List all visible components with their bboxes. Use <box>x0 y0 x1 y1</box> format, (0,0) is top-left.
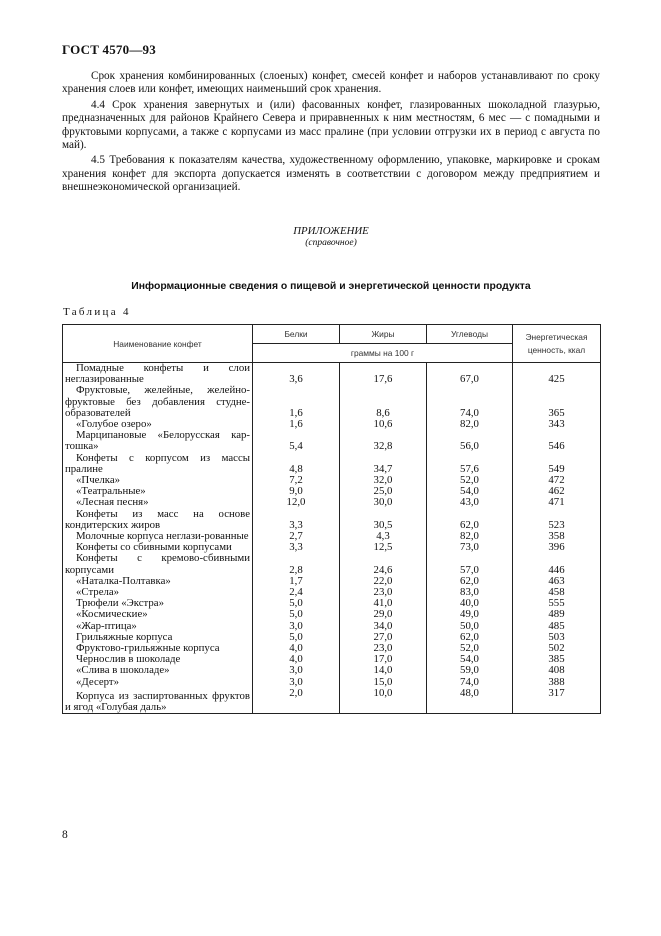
cell-name <box>63 688 253 714</box>
row-label: «Слива в шоколаде» <box>76 664 170 677</box>
row-label: Конфеты с корпусом из массы пралине <box>65 451 250 475</box>
table-row <box>63 509 601 531</box>
header-units: граммы на 100 г <box>253 344 513 363</box>
row-label: Конфеты с кремово-сбивными корпусами <box>65 552 250 576</box>
cell-fat: 8,6 <box>340 385 427 419</box>
row-label: «Стрела» <box>76 586 120 599</box>
cell-protein: 12,0 <box>253 497 340 508</box>
table-row <box>63 385 601 419</box>
table-row <box>63 665 601 676</box>
cell-fat: 29,0 <box>340 609 427 620</box>
table-row <box>63 363 601 386</box>
cell-protein: 2,0 <box>253 688 340 714</box>
cell-fat: 15,0 <box>340 677 427 688</box>
cell-name <box>63 385 253 419</box>
cell-fat: 10,0 <box>340 688 427 714</box>
paragraph: Срок хранения комбинированных (слоеных) конфет, смесей конфет и наборов устанавливают по сроку хранения слоев или конфет, имеющих наименьший срок хранения. <box>62 70 600 96</box>
cell-energy: 489 <box>513 609 601 620</box>
cell-carbs: 59,0 <box>427 665 513 676</box>
cell-protein: 3,0 <box>253 621 340 632</box>
cell-name <box>63 677 253 688</box>
cell-fat: 27,0 <box>340 632 427 643</box>
cell-name <box>63 497 253 508</box>
table-row <box>63 609 601 620</box>
cell-protein: 5,0 <box>253 609 340 620</box>
cell-fat: 23,0 <box>340 587 427 598</box>
cell-carbs: 67,0 <box>427 363 513 386</box>
cell-carbs: 82,0 <box>427 531 513 542</box>
cell-name <box>63 363 253 386</box>
cell-carbs: 62,0 <box>427 576 513 587</box>
cell-carbs: 56,0 <box>427 430 513 452</box>
row-label: «Театральные» <box>76 485 146 498</box>
cell-energy: 385 <box>513 654 601 665</box>
cell-protein: 3,6 <box>253 363 340 386</box>
appendix-subtitle: (справочное) <box>305 238 357 248</box>
cell-fat: 30,5 <box>340 509 427 531</box>
cell-fat: 17,0 <box>340 654 427 665</box>
paragraph: 4.4 Срок хранения завернутых и (или) фасованных конфет, глазированных шоколадной глазурью, предназначенных для районов Крайнего Севера и приравненных к ним местностям, 6 мес — с помадными и фруктовыми корпусами, а также с корпусами из масс пралине (при условии отгрузки их в период с августа по май). <box>62 98 600 152</box>
cell-carbs: 73,0 <box>427 542 513 553</box>
table-row <box>63 688 601 714</box>
body-text <box>62 70 600 197</box>
table-row <box>63 677 601 688</box>
cell-protein: 7,2 <box>253 475 340 486</box>
header-protein: Белки <box>253 325 340 344</box>
table-row <box>63 576 601 587</box>
cell-fat: 22,0 <box>340 576 427 587</box>
cell-carbs: 82,0 <box>427 419 513 430</box>
cell-energy: 462 <box>513 486 601 497</box>
cell-fat: 32,0 <box>340 475 427 486</box>
cell-carbs: 50,0 <box>427 621 513 632</box>
cell-protein: 3,3 <box>253 542 340 553</box>
cell-protein: 3,0 <box>253 677 340 688</box>
row-label: Грильяжные корпуса <box>76 630 173 643</box>
row-label: Трюфели «Экстра» <box>76 597 164 610</box>
cell-carbs: 52,0 <box>427 643 513 654</box>
cell-carbs: 49,0 <box>427 609 513 620</box>
cell-fat: 34,0 <box>340 621 427 632</box>
table-row <box>63 430 601 452</box>
cell-energy: 425 <box>513 363 601 386</box>
cell-energy: 358 <box>513 531 601 542</box>
cell-carbs: 52,0 <box>427 475 513 486</box>
nutrition-table-wrapper <box>62 324 600 714</box>
document-header: ГОСТ 4570—93 <box>62 42 156 57</box>
cell-fat: 25,0 <box>340 486 427 497</box>
cell-protein: 1,6 <box>253 385 340 419</box>
cell-fat: 24,6 <box>340 553 427 575</box>
cell-protein: 1,7 <box>253 576 340 587</box>
cell-fat: 14,0 <box>340 665 427 676</box>
cell-energy: 472 <box>513 475 601 486</box>
row-label: Молочные корпуса неглази-рованные <box>76 530 249 543</box>
cell-protein: 4,0 <box>253 654 340 665</box>
table-row <box>63 553 601 575</box>
cell-fat: 23,0 <box>340 643 427 654</box>
row-label: Чернослив в шоколаде <box>76 653 181 666</box>
cell-fat: 30,0 <box>340 497 427 508</box>
cell-energy: 549 <box>513 453 601 475</box>
cell-carbs: 62,0 <box>427 632 513 643</box>
cell-energy: 317 <box>513 688 601 714</box>
cell-carbs: 57,0 <box>427 553 513 575</box>
cell-carbs: 83,0 <box>427 587 513 598</box>
header-name: Наименование конфет <box>63 325 253 363</box>
cell-fat: 10,6 <box>340 419 427 430</box>
cell-protein: 5,4 <box>253 430 340 452</box>
row-label: «Наталка-Полтавка» <box>76 574 171 587</box>
table-label: Таблица 4 <box>63 306 131 318</box>
cell-energy: 365 <box>513 385 601 419</box>
cell-energy: 471 <box>513 497 601 508</box>
cell-protein: 2,8 <box>253 553 340 575</box>
row-label: Корпуса из заспиртованных фруктов и ягод «Голубая даль» <box>65 689 250 713</box>
cell-energy: 396 <box>513 542 601 553</box>
cell-fat: 32,8 <box>340 430 427 452</box>
cell-energy: 458 <box>513 587 601 598</box>
cell-carbs: 54,0 <box>427 486 513 497</box>
cell-name <box>63 665 253 676</box>
cell-protein: 9,0 <box>253 486 340 497</box>
row-label: «Десерт» <box>76 675 120 688</box>
row-label: «Лесная песня» <box>76 496 149 509</box>
cell-carbs: 40,0 <box>427 598 513 609</box>
cell-fat: 17,6 <box>340 363 427 386</box>
cell-name <box>63 509 253 531</box>
cell-carbs: 54,0 <box>427 654 513 665</box>
table-row <box>63 453 601 475</box>
cell-carbs: 48,0 <box>427 688 513 714</box>
row-label: «Жар-птица» <box>76 619 137 632</box>
cell-carbs: 74,0 <box>427 385 513 419</box>
cell-protein: 2,7 <box>253 531 340 542</box>
cell-name <box>63 430 253 452</box>
row-label: Фруктовые, желейные, желейно-фруктовые без добавления студне-образователей <box>65 384 250 419</box>
row-label: Фруктово-грильяжные корпуса <box>76 642 220 655</box>
cell-energy: 343 <box>513 419 601 430</box>
cell-energy: 463 <box>513 576 601 587</box>
cell-protein: 3,0 <box>253 665 340 676</box>
cell-protein: 4,0 <box>253 643 340 654</box>
row-label: Конфеты со сбивными корпусами <box>76 541 232 554</box>
cell-protein: 3,3 <box>253 509 340 531</box>
cell-protein: 5,0 <box>253 598 340 609</box>
cell-fat: 34,7 <box>340 453 427 475</box>
cell-fat: 4,3 <box>340 531 427 542</box>
nutrition-table <box>62 324 601 714</box>
page-number: 8 <box>62 829 68 841</box>
cell-energy: 446 <box>513 553 601 575</box>
table-body <box>63 363 601 714</box>
row-label: Конфеты из масс на основе кондитерских жиров <box>65 507 250 531</box>
cell-name <box>63 609 253 620</box>
cell-energy: 502 <box>513 643 601 654</box>
cell-name <box>63 453 253 475</box>
header-fat: Жиры <box>340 325 427 344</box>
cell-energy: 555 <box>513 598 601 609</box>
cell-carbs: 57,6 <box>427 453 513 475</box>
paragraph: 4.5 Требования к показателям качества, художественному оформлению, упаковке, маркировке и срокам хранения конфет для экспорта допускается изменять в соответствии с договором между предприятием и внешнеэкономической организацией. <box>62 154 600 194</box>
cell-energy: 523 <box>513 509 601 531</box>
row-label: Марципановые «Белорусская кар-тошка» <box>65 429 250 453</box>
cell-protein: 1,6 <box>253 419 340 430</box>
table-row <box>63 497 601 508</box>
row-label: «Голубое озеро» <box>76 418 152 431</box>
cell-protein: 2,4 <box>253 587 340 598</box>
cell-protein: 5,0 <box>253 632 340 643</box>
header-carbs: Углеводы <box>427 325 513 344</box>
row-label: «Пчелка» <box>76 474 121 487</box>
cell-energy: 388 <box>513 677 601 688</box>
row-label: «Космические» <box>76 608 148 621</box>
cell-carbs: 43,0 <box>427 497 513 508</box>
cell-carbs: 74,0 <box>427 677 513 688</box>
cell-energy: 485 <box>513 621 601 632</box>
cell-carbs: 62,0 <box>427 509 513 531</box>
cell-energy: 503 <box>513 632 601 643</box>
row-label: Помадные конфеты и слои неглазированные <box>65 362 250 386</box>
cell-energy: 546 <box>513 430 601 452</box>
appendix-title: ПРИЛОЖЕНИЕ <box>293 225 369 237</box>
cell-energy: 408 <box>513 665 601 676</box>
cell-fat: 41,0 <box>340 598 427 609</box>
cell-fat: 12,5 <box>340 542 427 553</box>
cell-protein: 4,8 <box>253 453 340 475</box>
header-energy: Энергетическая ценность, ккал <box>513 325 601 363</box>
cell-name <box>63 553 253 575</box>
section-title: Информационные сведения о пищевой и энергетической ценности продукта <box>131 281 531 292</box>
